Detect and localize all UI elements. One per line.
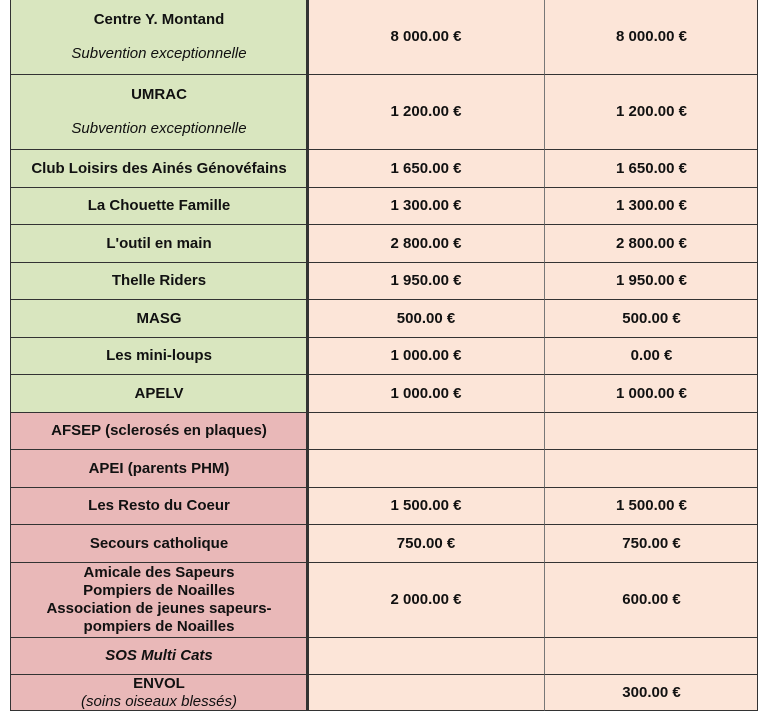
org-name: Amicale des Sapeurs Pompiers de Noailles (83, 564, 235, 599)
org-note: Subvention exceptionnelle (71, 120, 247, 137)
amount-requested-cell (308, 263, 545, 300)
amount-requested-cell (308, 375, 545, 413)
org-name: Les Resto du Coeur (88, 497, 230, 514)
amount-granted-cell (545, 75, 758, 150)
amount-value: 8 000.00 € (616, 28, 687, 45)
amount-granted-cell (545, 525, 758, 563)
org-name-cell (11, 413, 308, 450)
amount-value: 1 500.00 € (390, 497, 462, 514)
amount-granted-cell (545, 225, 758, 263)
org-name-cell (11, 300, 308, 338)
amount-granted-cell (545, 638, 758, 675)
org-name: Thelle Riders (111, 272, 207, 289)
org-name-cell (11, 525, 308, 563)
amount-value: 500.00 € (396, 309, 456, 327)
amount-granted-cell (545, 300, 758, 338)
amount-value: 1 000.00 € (616, 384, 687, 402)
amount-value: 600.00 € (622, 591, 681, 608)
amount-requested-cell (308, 488, 545, 525)
amount-granted-cell (545, 413, 758, 450)
amount-value: 2 800.00 € (390, 234, 462, 252)
table-border-line (306, 0, 309, 711)
amount-requested-cell (308, 75, 545, 150)
amount-value: 500.00 € (622, 309, 681, 327)
org-name: AFSEP (sclerosés en plaques) (51, 422, 267, 439)
org-name: SOS Multi Cats (105, 647, 213, 664)
amount-value: 2 000.00 € (390, 591, 462, 608)
amount-granted-cell (545, 338, 758, 375)
amount-value: 1 950.00 € (390, 272, 462, 289)
org-name-cell (11, 0, 308, 75)
org-name-cell (11, 263, 308, 300)
amount-granted-cell (545, 188, 758, 225)
org-name-cell (11, 675, 308, 711)
amount-value: 1 650.00 € (616, 159, 687, 177)
org-name-secondary: Association de jeunes sapeurs-pompiers de Noailles (46, 600, 272, 635)
amount-requested-cell (308, 300, 545, 338)
amount-requested-cell (308, 675, 545, 711)
amount-granted-cell (545, 263, 758, 300)
amount-granted-cell (545, 0, 758, 75)
org-name: APELV (134, 384, 184, 402)
org-name-cell (11, 563, 308, 638)
org-name-cell (11, 338, 308, 375)
amount-requested-cell (308, 0, 545, 75)
amount-value: 1 650.00 € (390, 159, 462, 177)
org-name-cell (11, 225, 308, 263)
org-note: Subvention exceptionnelle (71, 45, 247, 62)
amount-value: 1 300.00 € (390, 197, 462, 214)
amount-value: 1 000.00 € (390, 347, 462, 364)
org-name: La Chouette Famille (87, 197, 231, 214)
amount-value: 1 500.00 € (616, 497, 687, 514)
org-name: Centre Y. Montand (93, 11, 225, 28)
table-border-line (757, 0, 758, 711)
amount-granted-cell (545, 375, 758, 413)
org-name-cell (11, 488, 308, 525)
amount-requested-cell (308, 188, 545, 225)
amount-value: 0.00 € (630, 347, 673, 364)
org-name-cell (11, 450, 308, 488)
amount-value: 1 950.00 € (616, 272, 687, 289)
org-name-cell (11, 638, 308, 675)
amount-requested-cell (308, 413, 545, 450)
amount-requested-cell (308, 638, 545, 675)
amount-requested-cell (308, 563, 545, 638)
amount-value: 1 300.00 € (616, 197, 687, 214)
amount-value: 2 800.00 € (616, 234, 687, 252)
org-name: Club Loisirs des Ainés Génovéfains (31, 159, 287, 177)
amount-granted-cell (545, 488, 758, 525)
amount-granted-cell (545, 563, 758, 638)
amount-value: 1 000.00 € (390, 384, 462, 402)
amount-value: 750.00 € (622, 534, 681, 552)
table-border-line (10, 0, 11, 711)
amount-requested-cell (308, 150, 545, 188)
amount-value: 1 200.00 € (616, 103, 687, 120)
amount-value: 1 200.00 € (390, 103, 462, 120)
amount-value: 8 000.00 € (390, 28, 462, 45)
org-name: ENVOL (133, 674, 185, 692)
amount-granted-cell (545, 450, 758, 488)
org-name: Les mini-loups (106, 347, 212, 364)
amount-granted-cell (545, 675, 758, 711)
org-name: APEI (parents PHM) (88, 459, 230, 477)
amount-value: 750.00 € (396, 534, 456, 552)
amount-requested-cell (308, 225, 545, 263)
amount-requested-cell (308, 450, 545, 488)
org-name: MASG (136, 309, 182, 327)
amount-value: 300.00 € (622, 683, 681, 701)
org-name-cell (11, 150, 308, 188)
org-name-cell (11, 75, 308, 150)
amount-granted-cell (545, 150, 758, 188)
org-name: UMRAC (131, 86, 187, 103)
org-name: Secours catholique (89, 534, 229, 552)
org-name-cell (11, 375, 308, 413)
amount-requested-cell (308, 525, 545, 563)
org-note: (soins oiseaux blessés) (81, 692, 237, 710)
org-name-cell (11, 188, 308, 225)
org-name: L'outil en main (106, 234, 212, 252)
amount-requested-cell (308, 338, 545, 375)
